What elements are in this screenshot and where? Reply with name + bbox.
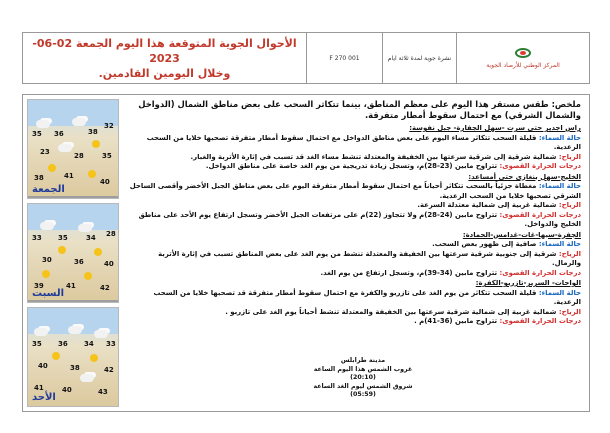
temperature-label: 36: [54, 130, 64, 138]
cloud-icon: [80, 374, 94, 382]
sun-icon: [92, 140, 100, 148]
temperature-label: 35: [58, 234, 68, 242]
map-divider: [28, 300, 118, 302]
organization-name: المركز الوطني للأرصاد الجوية: [486, 61, 560, 69]
sun-icon: [94, 248, 102, 256]
map-day-label: الأحد: [32, 392, 56, 403]
temperature-label: 35: [102, 152, 112, 160]
bulletin-content: [22, 94, 590, 412]
bulletin-title: [23, 33, 307, 83]
bulletin-subtitle: نشرة جوية لمدة ثلاثة ايام: [383, 33, 457, 83]
wind-text: شمالية غربية إلى شمالية شرقية سرعتها بين الخفيفة والمعتدلة تنشط أحياناً يوم الغد على تازربو .: [225, 307, 557, 316]
sky-text: قليلة السحب تتكاثر مساء اليوم على بعض مناطق الدواخل مع احتمال سقوط أمطار متفرقة تصحبها خلايا من السحب الرعدية.: [146, 133, 581, 151]
bulletin-header: [22, 32, 590, 84]
forecast-text: [123, 95, 587, 411]
temp-line: [127, 211, 581, 230]
wind-text: شمالية شرقية إلى شرقية سرعتها بين الخفيفة والمعتدلة تنشط مساء الغد قد تسبب في إثارة الأتربة والغبار.: [190, 152, 557, 161]
region-block: [127, 231, 581, 279]
sun-icon: [52, 352, 60, 360]
cloud-icon: [40, 222, 54, 230]
temp-label: درجات الحرارة القصوى:: [499, 162, 581, 170]
temperature-label: 35: [32, 340, 42, 348]
temperature-label: 41: [64, 172, 74, 180]
temperature-label: 41: [34, 384, 44, 392]
organization-logo-icon: [515, 48, 531, 58]
wind-line: [127, 308, 581, 318]
temperature-label: 23: [40, 148, 50, 156]
temperature-label: 40: [100, 178, 110, 186]
temperature-label: 40: [38, 362, 48, 370]
temperature-label: 30: [42, 256, 52, 264]
wind-text: شرقية إلى جنوبية شرقية سرعتها بين الخفيفة والمعتدلة تنشط من يوم الغد على بعض المناطق تسبب في إثارة الأتربة والرمال.: [158, 249, 581, 267]
wind-text: شمالية غربية إلى شمالية معتدلة السرعة.: [417, 201, 557, 209]
region-name: الواحات- السرير-تازربو-الكفرة:: [475, 279, 581, 287]
document-code: F 270 001: [307, 33, 383, 83]
cloud-icon: [94, 330, 108, 338]
temperature-label: 39: [34, 282, 44, 290]
forecast-map-saturday: [27, 203, 119, 303]
temperature-label: 41: [66, 282, 76, 290]
region-block: [127, 173, 581, 230]
forecast-maps: [27, 99, 119, 407]
temp-label: درجات الحرارة القصوى:: [499, 268, 581, 277]
sky-line: [127, 134, 581, 153]
temperature-label: 33: [32, 234, 42, 242]
sunset-time: غروب الشمس هذا اليوم الساعة (20:10): [313, 365, 413, 381]
temperature-label: 28: [106, 230, 116, 238]
temperature-label: 35: [32, 130, 42, 138]
wind-label: الرياح:: [558, 307, 581, 316]
cloud-icon: [58, 144, 72, 152]
bulletin-page: [8, 8, 602, 425]
temp-text: تتراوح مابين (24-28)م ولا تتجاوز (22)م على مرتفعات الجبل الأخضر وتسجل ارتفاع يوم الأحد على مناطق الخليج والدواخل.: [138, 210, 581, 228]
temperature-label: 36: [74, 258, 84, 266]
sky-line: [127, 289, 581, 308]
temp-label: درجات الحرارة القصوى:: [499, 210, 581, 219]
temperature-label: 38: [34, 174, 44, 182]
cloud-icon: [36, 120, 50, 128]
sky-label: حالة السماء:: [538, 240, 581, 248]
cloud-icon: [68, 326, 82, 334]
sunrise-time: شروق الشمس ليوم الغد الساعة (05:59): [313, 382, 413, 398]
temperature-label: 34: [84, 340, 94, 348]
temperature-label: 33: [106, 340, 116, 348]
temperature-label: 42: [100, 284, 110, 292]
sun-icon: [42, 270, 50, 278]
wind-label: الرياح:: [558, 201, 581, 209]
sky-label: حالة السماء:: [538, 133, 581, 142]
wind-label: الرياح:: [558, 152, 581, 161]
sky-text: قليلة السحب تتكاثر من يوم الغد على تازربو والكفرة مع احتمال سقوط أمطار متفرقة قد تصحبها خلايا من السحب الرعدية.: [153, 288, 581, 306]
cloud-icon: [72, 118, 86, 126]
forecast-summary: ملخص: طقس مستقر هذا اليوم على معظم المناطق، بينما تتكاثر السحب على بعض مناطق الشمال (الدواخل والشمال الشرقي) مع احتمال سقوط أمطار متفرقة.: [138, 99, 581, 120]
temperature-label: 36: [58, 340, 68, 348]
sun-icon: [48, 164, 56, 172]
temp-line: [127, 269, 581, 279]
region-block: [127, 124, 581, 172]
sky-line: [127, 240, 581, 250]
forecast-map-sunday: [27, 307, 119, 407]
city-name: مدينة طرابلس: [340, 357, 386, 364]
sky-text: مغطاة جزئياً بالسحب تتكاثر أحياناً مع احتمال سقوط أمطار متفرقة اليوم على بعض مناطق الجبل الأخضر وأقصى الساحل الشرقي تصحبها خلايا من السحب الرعدية.: [129, 182, 581, 200]
sky-text: صافية إلى ظهور بعض السحب.: [432, 240, 537, 248]
region-name: راس اجدير حتى سرت -سهل الجفارة- جبل نفوسة:: [409, 124, 581, 132]
temperature-label: 40: [104, 260, 114, 268]
sky-label: حالة السماء:: [538, 182, 581, 190]
wind-label: الرياح:: [558, 249, 581, 258]
temp-line: [127, 162, 581, 172]
sun-icon: [88, 170, 96, 178]
wind-line: [127, 250, 581, 269]
map-day-label: السبت: [32, 288, 65, 299]
cloud-icon: [78, 224, 92, 232]
temp-text: تتراوح مابين (36-41)م .: [414, 317, 498, 325]
temperature-label: 34: [86, 234, 96, 242]
temperature-label: 38: [88, 128, 98, 136]
wind-line: [127, 153, 581, 163]
temp-label: درجات الحرارة القصوى:: [499, 317, 581, 325]
temp-text: تتراوح مابين (34-39)م، وتسجل ارتفاع من يوم الغد.: [320, 268, 498, 277]
cloud-icon: [34, 328, 48, 336]
temperature-label: 32: [104, 122, 114, 130]
region-name: الخليج-سهل بنغازي حتى أمساعد:: [468, 172, 581, 181]
temperature-label: 40: [62, 386, 72, 394]
city-sun-info: [303, 357, 423, 400]
temp-line: [127, 317, 581, 327]
region-block: [127, 279, 581, 327]
sun-icon: [58, 246, 66, 254]
sky-label: حالة السماء:: [538, 288, 581, 297]
sun-icon: [90, 354, 98, 362]
wind-line: [127, 201, 581, 211]
sun-icon: [84, 272, 92, 280]
temp-text: تتراوح مابين (23-28)م، وتسجل زيادة تدريجية من يوم الغد خاصة على مناطق الدواخل.: [205, 162, 498, 170]
forecast-map-friday: [27, 99, 119, 199]
sky-line: [127, 182, 581, 201]
temperature-label: 28: [74, 152, 84, 160]
title-line-1: الأحوال الجوية المتوقعة هذا اليوم الجمعة 02-06-2023: [32, 36, 297, 65]
organization-block: [457, 33, 589, 83]
temperature-label: 38: [70, 364, 80, 372]
map-divider: [28, 196, 118, 198]
map-day-label: الجمعة: [32, 184, 65, 195]
title-line-2: وخلال اليومين القادمين.: [98, 66, 231, 80]
temperature-label: 42: [104, 366, 114, 374]
region-name: الجفرة-سبها-غات-غدامس-الحمادة:: [462, 230, 581, 239]
temperature-label: 43: [98, 388, 108, 396]
